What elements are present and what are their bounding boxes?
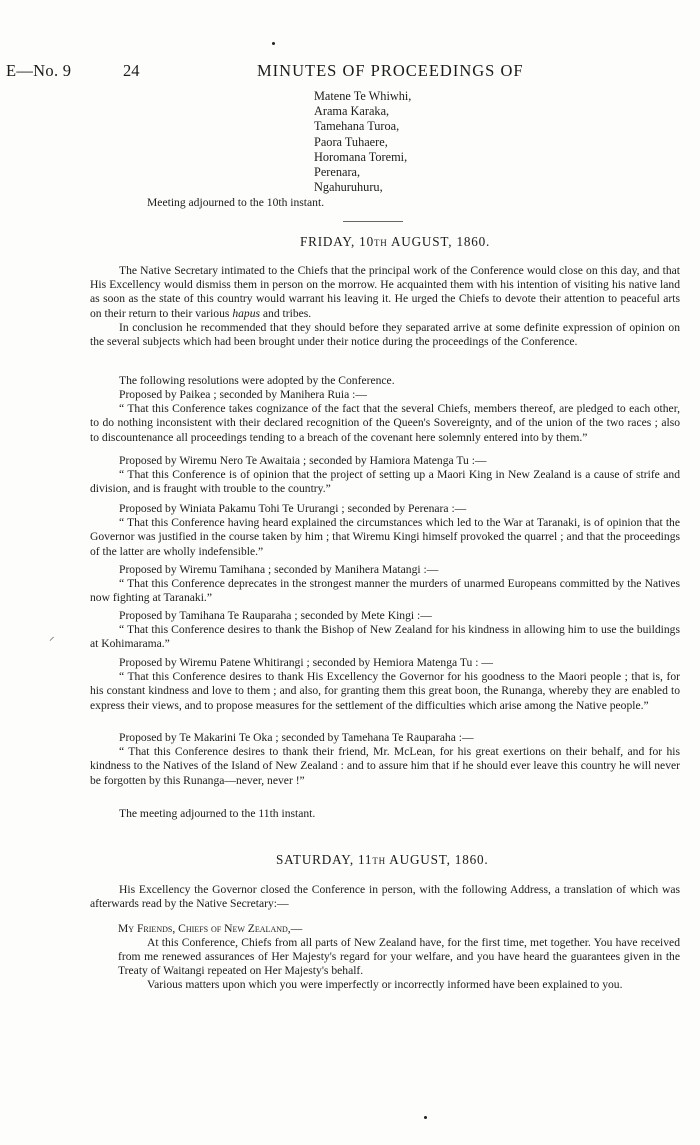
resolution-text: “ That this Conference desires to thank their friend, Mr. McLean, for his great exertions on their behalf, and for his kindness to the Natives of the Island of New Zealand : and to assure him that if he should ever leave this country he will never be forgotten by this Runanga—never, never !” <box>90 745 680 787</box>
resolution-text: “ That this Conference having heard explained the circumstances which led to the War at Taranaki, is of opinion that the Governor was justified in the course taken by him ; that Wiremu Kingi himself provoked the quarrel ; and that the proceedings of the latter are wholly indefensible.” <box>90 516 680 558</box>
address-paragraph: At this Conference, Chiefs from all parts of New Zealand have, for the first time, met together. You have received from me renewed assurances of Her Majesty's regard for your welfare, and you have heard the guarantees given in the Treaty of Waitangi repeated on Her Majesty's behalf. <box>118 936 680 978</box>
adjournment-note: The meeting adjourned to the 11th instant. <box>119 807 316 820</box>
signatory-name: Ngahuruhuru, <box>314 180 383 195</box>
paragraph-native-secretary: The Native Secretary intimated to the Chiefs that the principal work of the Conference would close on this day, and that His Excellency would dismiss them in person on the morrow. He acquainted them with his intention of visiting his native land as soon as the state of this country would warrant his leaving it. He urged the Chiefs to devote their attention to peaceful arts on their return to their various hapus and tribes. <box>90 264 680 320</box>
resolution-text: “ That this Conference desires to thank His Excellency the Governor for his goodness to the Maori people ; that is, for his constant kindness and love to them ; and also, for granting them this great boon, the Runanga, whereby they are enabled to express their views, and to propose measures for the settlement of the difficulties which arise among the Native people.” <box>90 670 680 712</box>
resolution-text: “ That this Conference desires to thank the Bishop of New Zealand for his kindness in allowing him to use the buildings at Kohimarama.” <box>90 623 680 651</box>
resolution-block <box>90 656 680 713</box>
address-salutation: My Friends, Chiefs of New Zealand,— <box>118 922 303 935</box>
date-heading-saturday: SATURDAY, 11TH AUGUST, 1860. <box>276 852 489 867</box>
running-title: MINUTES OF PROCEEDINGS OF <box>257 61 524 80</box>
section-divider <box>343 221 403 222</box>
adjournment-note: Meeting adjourned to the 10th instant. <box>147 196 325 209</box>
paragraph-conclusion: In conclusion he recommended that they should before they separated arrive at some definite expression of opinion on the several subjects which had been brought under their notice during the proceedings of the Conference. <box>90 321 680 349</box>
paper-reference: E—No. 9 <box>6 61 72 80</box>
resolutions-intro: The following resolutions were adopted by the Conference. <box>119 374 395 387</box>
resolution-block <box>90 731 680 788</box>
paragraph-governor-closing: His Excellency the Governor closed the Conference in person, with the following Address, a translation of which was afterwards read by the Native Secretary:— <box>90 883 680 911</box>
resolution-text: “ That this Conference takes cognizance of the fact that the several Chiefs, members thereof, are pledged to each other, to do nothing inconsistent with their declared recognition of the Queen's Sovereignty, and of the union of the two races ; also to discountenance all proceedings tending to a breach of the covenant here solemnly entered into by them.” <box>90 402 680 444</box>
printing-speck <box>424 1116 427 1119</box>
resolution-block <box>90 388 680 445</box>
resolution-proposer: Proposed by Wiremu Nero Te Awaitaia ; seconded by Hamiora Matenga Tu :— <box>119 454 487 467</box>
resolution-proposer: Proposed by Tamihana Te Rauparaha ; seconded by Mete Kingi :— <box>119 609 432 622</box>
date-heading-friday: FRIDAY, 10TH AUGUST, 1860. <box>300 234 491 249</box>
resolution-proposer: Proposed by Wiremu Patene Whitirangi ; seconded by Hemiora Matenga Tu : — <box>119 656 493 669</box>
resolution-proposer: Proposed by Winiata Pakamu Tohi Te Ururangi ; seconded by Perenara :— <box>119 502 467 515</box>
address-paragraph: Various matters upon which you were imperfectly or incorrectly informed have been explained to you. <box>147 978 623 991</box>
resolution-block <box>90 563 680 606</box>
signatory-name: Arama Karaka, <box>314 104 390 119</box>
resolution-proposer: Proposed by Paikea ; seconded by Manihera Ruia :— <box>119 388 367 401</box>
signatory-name: Paora Tuhaere, <box>314 134 388 149</box>
resolution-proposer: Proposed by Wiremu Tamihana ; seconded by Manihera Matangi :— <box>119 563 439 576</box>
printing-speck <box>272 42 275 45</box>
resolution-text: “ That this Conference deprecates in the strongest manner the murders of unarmed Europeans committed by the Natives now fighting at Taranaki.” <box>90 577 680 605</box>
signatory-name: Horomana Toremi, <box>314 149 408 164</box>
resolution-block <box>90 502 680 559</box>
signatory-name: Matene Te Whiwhi, <box>314 89 412 103</box>
resolution-block <box>90 454 680 497</box>
page-number: 24 <box>123 61 140 80</box>
resolution-text: “ That this Conference is of opinion that the project of setting up a Maori King in New Zealand is a cause of strife and division, and is fraught with trouble to the country.” <box>90 468 680 496</box>
resolution-proposer: Proposed by Te Makarini Te Oka ; seconded by Tamehana Te Rauparaha :— <box>119 731 474 744</box>
resolution-block <box>90 609 680 652</box>
margin-mark: ⸝ <box>49 631 55 643</box>
signatory-name: Perenara, <box>314 165 361 180</box>
signatory-name: Tamehana Turoa, <box>314 119 400 134</box>
signatories-list <box>314 89 411 195</box>
